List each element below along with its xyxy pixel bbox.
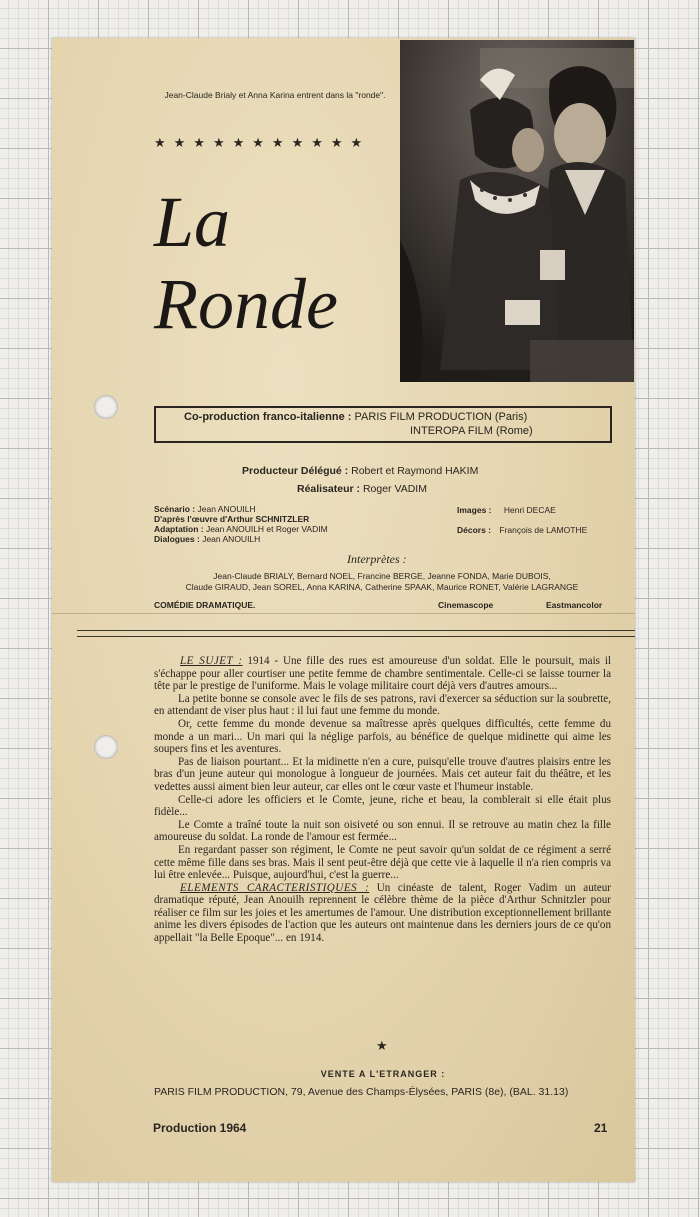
production-year: Production 1964 bbox=[153, 1121, 247, 1135]
synopsis-paragraph: Pas de liaison pourtant... Et la midinette n'en a cure, puisqu'elle trouve d'autres plaisirs entre les bras d'un jeune auteur qui monologue à longueur de journées. Mais cet auteur fait du théâtre, et les vedettes aussi aiment bien leur auteur, car elles ont le cœur vaste et l'humeur instable. bbox=[154, 755, 611, 793]
sujet-heading: LE SUJET : bbox=[180, 655, 243, 667]
credit-images: Images : Henri DECAE bbox=[457, 505, 556, 515]
producteur-label: Producteur Délégué : bbox=[242, 465, 349, 477]
center-star: ★ bbox=[376, 1038, 388, 1053]
photo-caption: Jean-Claude Brialy et Anna Karina entrent dans la "ronde". bbox=[164, 90, 386, 100]
credit-dapres: D'après l'œuvre d'Arthur SCHNITZLER bbox=[154, 514, 310, 524]
credit-dialogues: Dialogues : Jean ANOUILH bbox=[154, 534, 261, 544]
synopsis-paragraph: Le Comte a traîné toute la nuit son oisiveté ou son ennui. Il se retrouve au matin chez la fille amoureuse du soldat. La ronde de l'amour est fermée... bbox=[154, 818, 611, 844]
coproduction-line-1 bbox=[184, 411, 527, 423]
coproduction-box bbox=[154, 406, 612, 443]
realisateur-label: Réalisateur : bbox=[297, 483, 361, 495]
synopsis-paragraph: En regardant passer son régiment, le Comte ne peut savoir qu'un soldat de ce régiment a serré cette même fille dans ses bras. Mais il sent peut-être déjà que cette vie à laquelle il n'a rien compris va lui être enlevée... Puisque, aujourd'hui, c'est la guerre... bbox=[154, 843, 611, 882]
coproduction-label: Co-production franco-italienne : bbox=[184, 411, 352, 423]
film-sheet bbox=[52, 38, 635, 1182]
color-process: Eastmancolor bbox=[546, 600, 603, 610]
page-number: 21 bbox=[594, 1121, 608, 1135]
credit-adaptation: Adaptation : Jean ANOUILH et Roger VADIM bbox=[154, 524, 328, 534]
cast-line-1: Jean-Claude BRIALY, Bernard NOEL, Francine BERGE, Jeanne FONDA, Marie DUBOIS, bbox=[213, 571, 551, 581]
cast-line-2: Claude GIRAUD, Jean SOREL, Anna KARINA, Catherine SPAAK, Maurice RONET, Valérie LAGRANGE bbox=[185, 582, 579, 592]
credit-scenario: Scénario : Jean ANOUILH bbox=[154, 504, 256, 514]
synopsis-body bbox=[154, 655, 611, 945]
realisateur-value: Roger VADIM bbox=[362, 483, 427, 495]
sales-address: PARIS FILM PRODUCTION, 79, Avenue des Champs-Élysées, PARIS (8e), (BAL. 31.13) bbox=[154, 1086, 569, 1098]
synopsis-paragraph: Or, cette femme du monde devenue sa maîtresse après quelques difficultés, cette femme du monde a un mari... Un mari qui la néglige parfois, au bénéfice de quelque midinette qui aime les soupers fins et les aventures. bbox=[154, 717, 611, 756]
genre: COMÉDIE DRAMATIQUE. bbox=[154, 600, 256, 610]
producteur-value: Robert et Raymond HAKIM bbox=[351, 465, 479, 477]
cast-list bbox=[154, 571, 610, 593]
synopsis-paragraph: Celle-ci adore les officiers et le Comte, jeune, riche et beau, la comblerait si elle était plus fidèle... bbox=[154, 793, 611, 819]
vente-heading: VENTE A L'ETRANGER : bbox=[320, 1069, 446, 1079]
star-rule: ★★★★★★★★★★★ bbox=[154, 135, 371, 150]
synopsis-paragraph: La petite bonne se console avec le fils de ses patrons, ravi d'exercer sa séduction sur la soubrette, en attendant de viser plus haut : il lui faut une femme du monde. bbox=[154, 692, 611, 718]
double-rule bbox=[77, 630, 635, 637]
title-line-1: La bbox=[154, 182, 231, 262]
coproduction-paris: PARIS FILM PRODUCTION (Paris) bbox=[354, 411, 528, 423]
punch-hole-top bbox=[94, 395, 118, 419]
coproduction-line-2: INTEROPA FILM (Rome) bbox=[410, 425, 533, 437]
sujet-paragraph: LE SUJET : 1914 - Une fille des rues est amoureuse d'un soldat. Elle le poursuit, mais il s'échappe pour aller courtiser une petite femme de chambre sentimentale. Celle-ci se laisse tourner la tête par le prestige de l'uniforme. Mais le volage militaire court déjà vers d'autres amours... bbox=[154, 655, 611, 693]
producteur-line bbox=[242, 465, 478, 477]
punch-hole-bottom bbox=[94, 735, 118, 759]
realisateur-line bbox=[297, 483, 427, 495]
fold-line bbox=[52, 613, 635, 614]
format: Cinemascope bbox=[438, 600, 494, 610]
elements-heading: ELEMENTS CARACTERISTIQUES : bbox=[180, 881, 370, 894]
title-line-2: Ronde bbox=[154, 264, 338, 344]
credit-decors: Décors : François de LAMOTHE bbox=[457, 525, 588, 535]
elements-paragraph: ELEMENTS CARACTERISTIQUES : Un cinéaste de talent, Roger Vadim un auteur dramatique réputé, Jean Anouilh reprennent le célèbre thème de la pièce d'Arthur Schnitzler pour réaliser ce film sur les joies et les amertumes de l'amour. Une distribution exceptionnellement brillante anime les divers épisodes de l'action que les auteurs ont maintenue dans les derniers jours de ce qu'on appellait "la Belle Epoque"... en 1914. bbox=[154, 881, 611, 945]
film-still-photo bbox=[400, 40, 634, 382]
interpretes-heading: Interprètes : bbox=[347, 552, 407, 566]
film-still-image bbox=[400, 40, 634, 382]
